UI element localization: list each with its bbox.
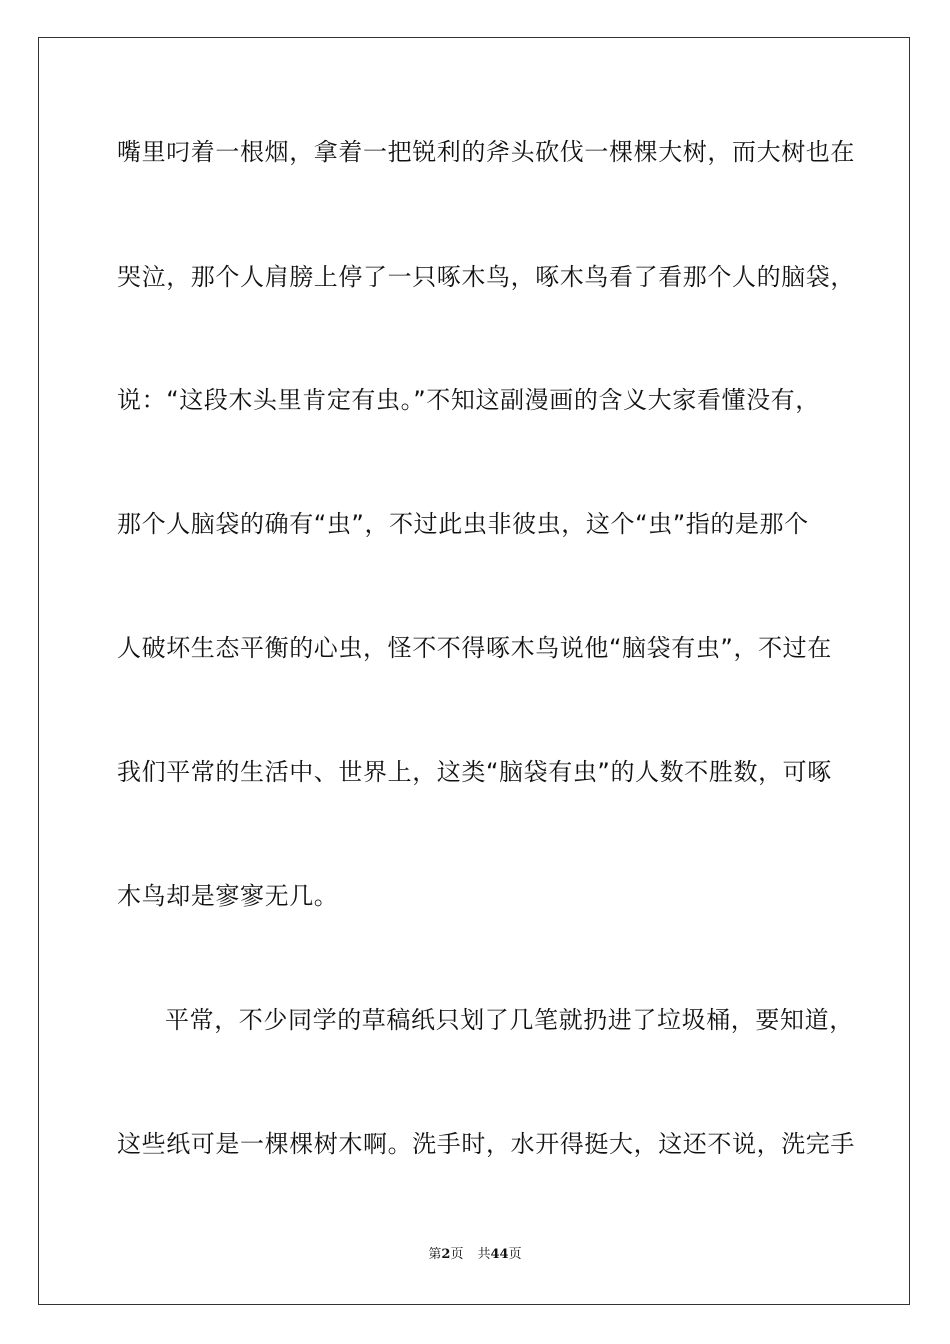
page-footer xyxy=(0,1246,950,1264)
page-prefix: 第 xyxy=(428,1247,442,1262)
text-line-9: 这些纸可是一棵棵树木啊。洗手时，水开得挺大，这还不说，洗完手 xyxy=(117,1130,855,1158)
text-line-8-paragraph-start: 平常，不少同学的草稿纸只划了几笔就扔进了垃圾桶，要知道， xyxy=(165,1006,854,1034)
text-line-3: 说：“这段木头里肯定有虫。”不知这副漫画的含义大家看懂没有， xyxy=(117,386,820,414)
total-suffix: 页 xyxy=(508,1247,522,1262)
text-line-2: 哭泣，那个人肩膀上停了一只啄木鸟，啄木鸟看了看那个人的脑袋， xyxy=(117,263,855,291)
text-line-6: 我们平常的生活中、世界上，这类“脑袋有虫”的人数不胜数，可啄 xyxy=(117,758,832,786)
text-line-5: 人破坏生态平衡的心虫，怪不不得啄木鸟说他“脑袋有虫”，不过在 xyxy=(117,634,832,662)
page-number: 2 xyxy=(441,1247,451,1262)
text-line-7: 木鸟却是寥寥无几。 xyxy=(117,882,339,910)
page-border xyxy=(38,37,910,1305)
text-line-4: 那个人脑袋的确有“虫”，不过此虫非彼虫，这个“虫”指的是那个 xyxy=(117,510,809,538)
page-suffix: 页 xyxy=(450,1247,464,1262)
text-line-1: 嘴里叼着一根烟，拿着一把锐利的斧头砍伐一棵棵大树，而大树也在 xyxy=(117,138,855,166)
total-prefix: 共 xyxy=(477,1247,491,1262)
total-pages: 44 xyxy=(490,1247,509,1262)
